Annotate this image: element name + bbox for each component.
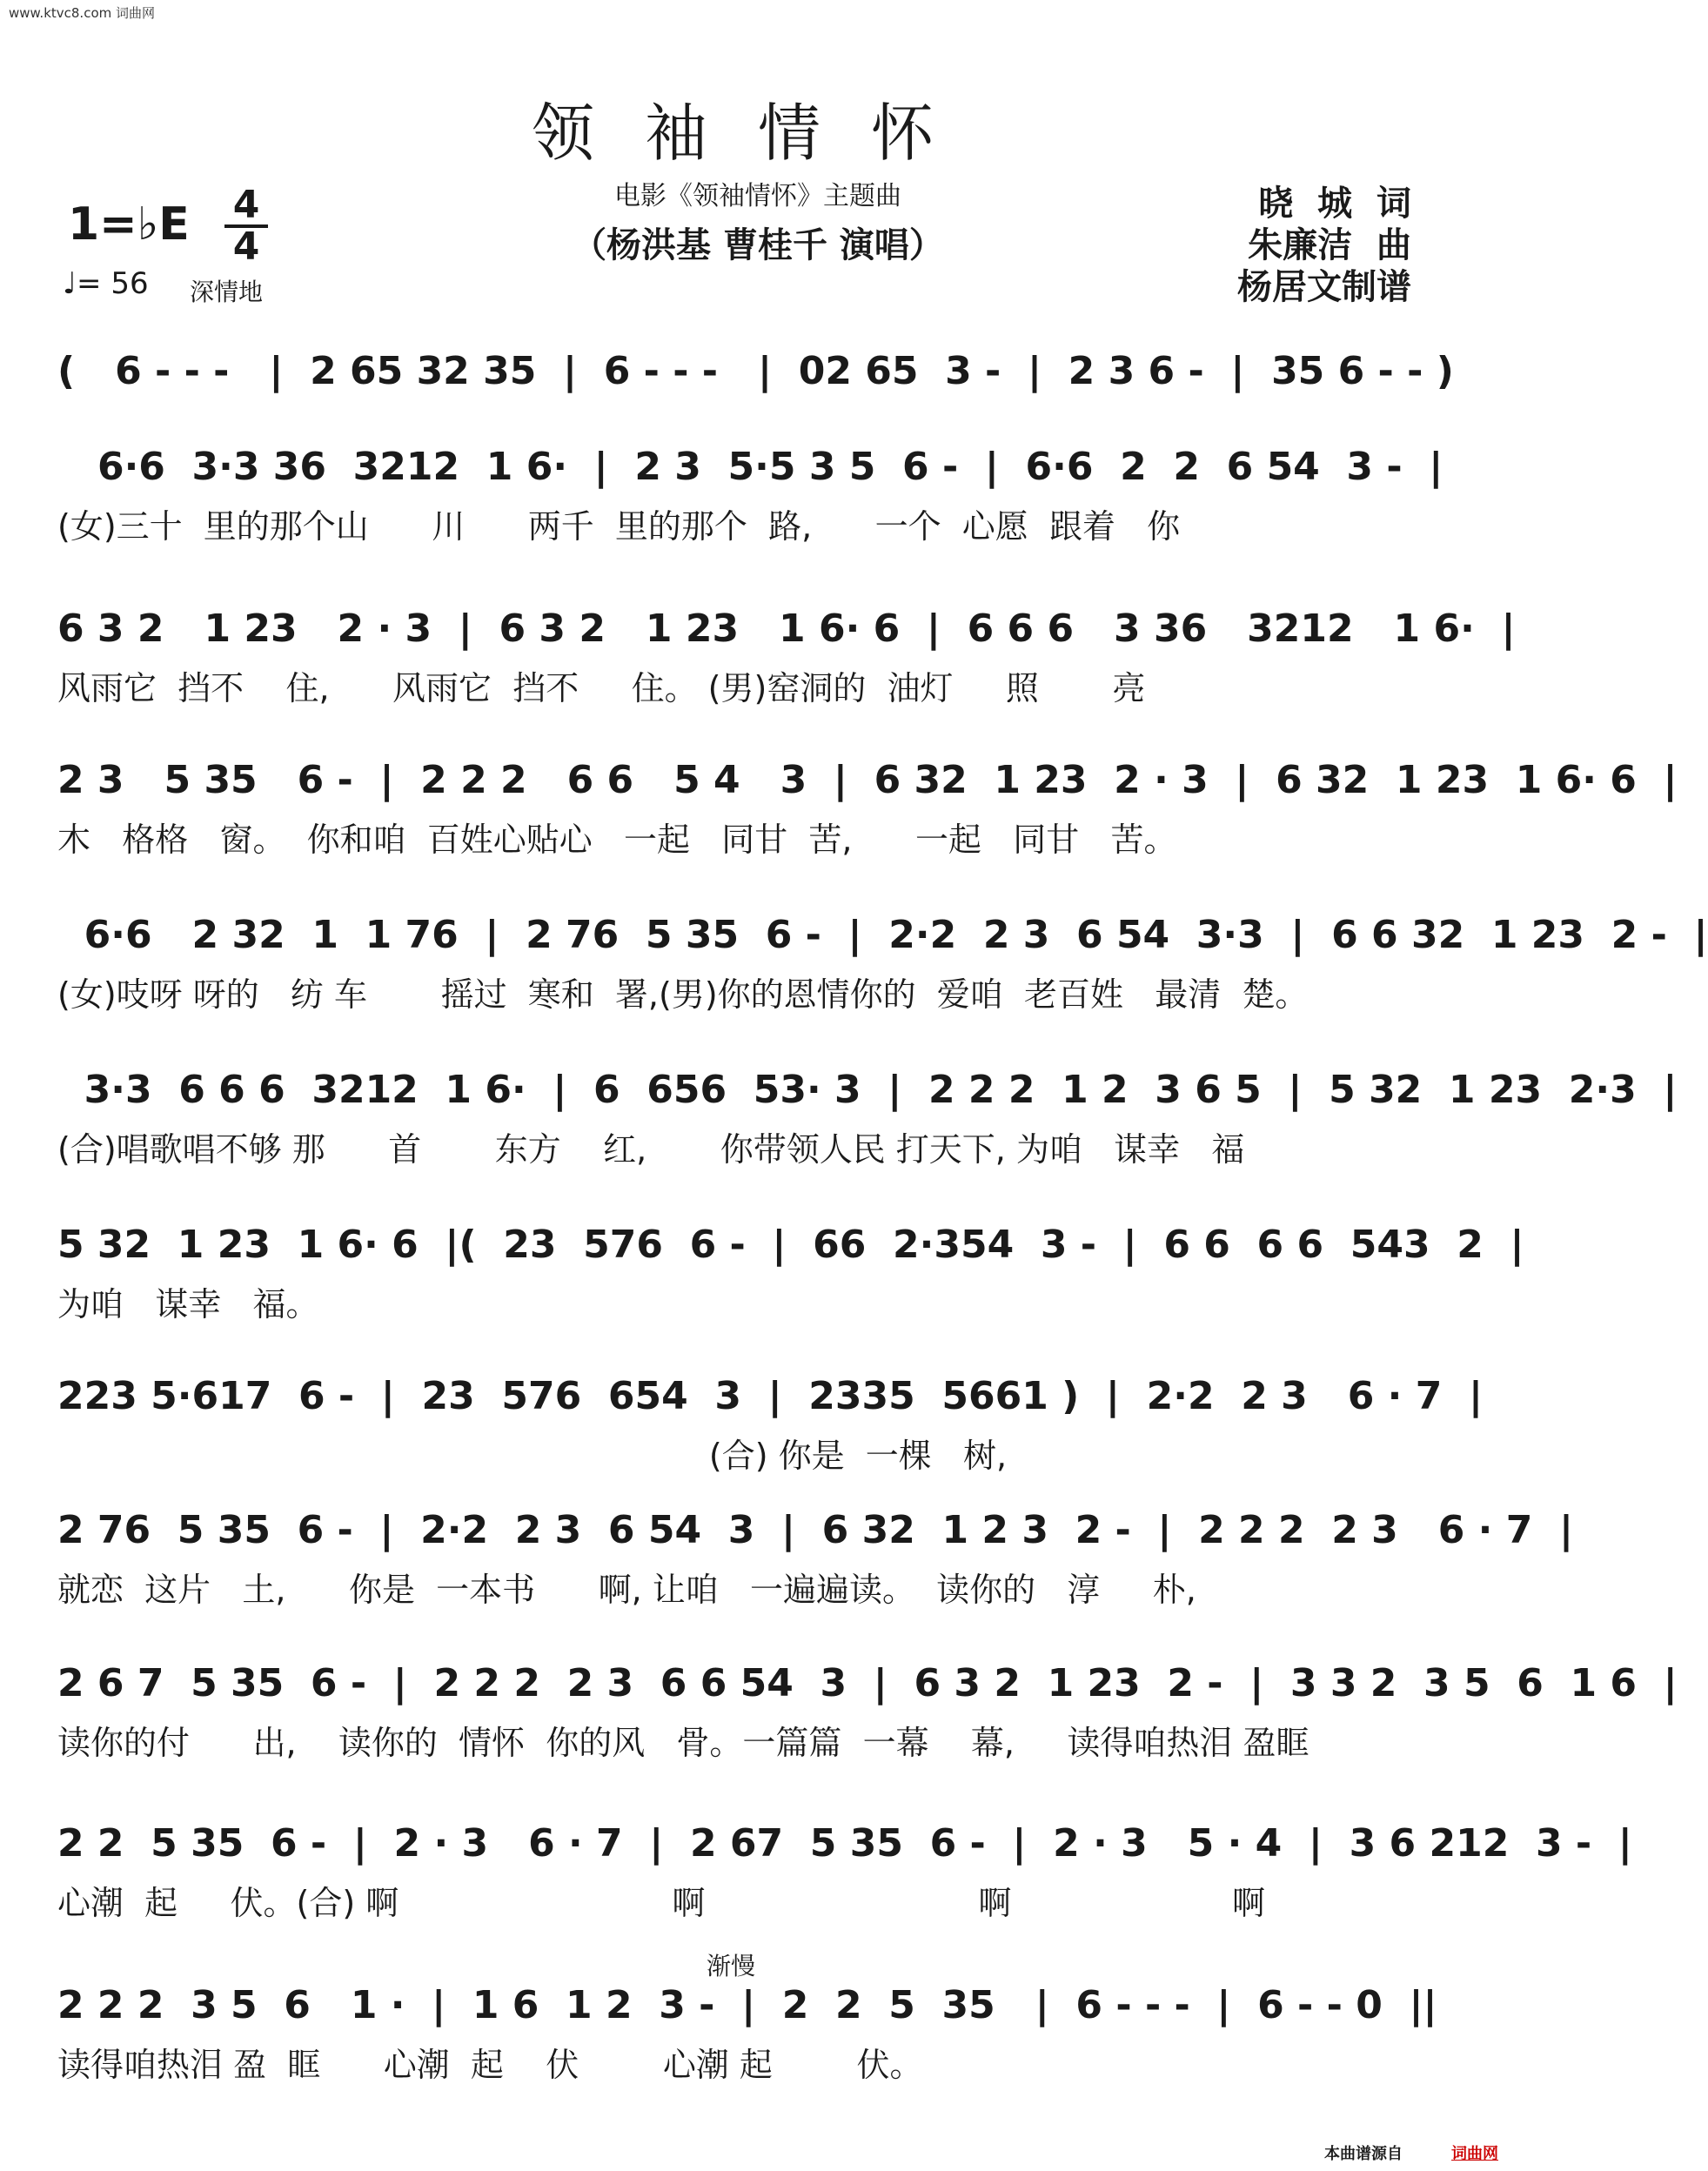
- song-title: 领袖情怀: [531, 97, 984, 170]
- notation-line: 5 32 1 23 1 6· 6 |( 23 576 6 - | 66 2·354 3 - | 6 6 6 6 543 2 |: [57, 1223, 1524, 1267]
- tempo-marking: ♩= 56: [63, 266, 149, 301]
- time-signature-top: 4: [232, 183, 260, 227]
- time-signature-bottom: 4: [224, 224, 268, 266]
- notation-line: 6·6 2 32 1 1 76 | 2 76 5 35 6 - | 2·2 2 3 6 54 3·3 | 6 6 32 1 23 2 - |: [57, 913, 1708, 957]
- footer-source-text: 本曲谱源自: [1324, 2145, 1403, 2163]
- lyrics-line: 读你的付 出, 读你的 情怀 你的风 骨。一篇篇 一幕 幕, 读得咱热泪 盈眶: [57, 1724, 1309, 1762]
- footer-site-link[interactable]: 词曲网: [1451, 2145, 1498, 2163]
- credits: [1237, 183, 1411, 308]
- tempo-change-marking: 渐慢: [707, 1952, 756, 1980]
- lyrics-line: 风雨它 挡不 住, 风雨它 挡不 住。 (男)窑洞的 油灯 照 亮: [57, 669, 1146, 707]
- notation-line: 6 3 2 1 23 2 · 3 | 6 3 2 1 23 1 6· 6 | 6 6 6 3 36 3212 1 6· |: [57, 606, 1516, 651]
- time-signature: [224, 183, 268, 269]
- notation-line: 6·6 3·3 36 3212 1 6· | 2 3 5·5 3 5 6 - | 6·6 2 2 6 54 3 - |: [57, 445, 1443, 489]
- notation-line: 2 6 7 5 35 6 - | 2 2 2 2 3 6 6 54 3 | 6 3 2 1 23 2 - | 3 3 2 3 5 6 1 6 |: [57, 1661, 1678, 1705]
- credit-transcriber: 杨居文制谱: [1237, 266, 1411, 307]
- notation-line: 2 2 2 3 5 6 1 · | 1 6 1 2 3 - | 2 2 5 35 | 6 - - - | 6 - - 0 ||: [57, 1983, 1437, 2027]
- site-url: www.ktvc8.com 词曲网: [9, 5, 156, 21]
- notation-line: 223 5·617 6 - | 23 576 654 3 | 2335 5661 ) | 2·2 2 3 6 · 7 |: [57, 1374, 1484, 1418]
- credit-lyricist: 晓 城 词: [1258, 183, 1411, 224]
- notation-line: 2 3 5 35 6 - | 2 2 2 6 6 5 4 3 | 6 32 1 23 2 · 3 | 6 32 1 23 1 6· 6 |: [57, 758, 1678, 802]
- lyrics-line: (女)三十 里的那个山 川 两千 里的那个 路, 一个 心愿 跟着 你: [57, 507, 1181, 546]
- mood-marking: 深情地: [190, 278, 264, 306]
- lyrics-line: (合) 你是 一棵 树,: [57, 1437, 1008, 1475]
- singers: （杨洪基 曹桂千 演唱）: [572, 224, 944, 265]
- lyrics-line: (女)吱呀 呀的 纺 车 摇过 寒和 署,(男)你的恩情你的 爱咱 老百姓 最清 楚。: [57, 975, 1309, 1014]
- notation-line: ( 6 - - - | 2 65 32 35 | 6 - - - | 02 65 3 - | 2 3 6 - | 35 6 - - ): [57, 349, 1454, 393]
- notation-line: 2 2 5 35 6 - | 2 · 3 6 · 7 | 2 67 5 35 6 - | 2 · 3 5 · 4 | 3 6 212 3 - |: [57, 1821, 1632, 1866]
- lyrics-line: (合)唱歌唱不够 那 首 东方 红, 你带领人民 打天下, 为咱 谋幸 福: [57, 1130, 1245, 1169]
- lyrics-line: 心潮 起 伏。(合) 啊 啊 啊 啊: [57, 1884, 1266, 1922]
- key-signature: 1=♭E: [68, 198, 190, 251]
- credit-composer: 朱廉洁 曲: [1248, 224, 1411, 265]
- lyrics-line: 读得咱热泪 盈 眶 心潮 起 伏 心潮 起 伏。: [57, 2046, 923, 2084]
- song-subtitle: 电影《领袖情怀》主题曲: [614, 181, 901, 211]
- notation-line: 3·3 6 6 6 3212 1 6· | 6 656 53· 3 | 2 2 2 1 2 3 6 5 | 5 32 1 23 2·3 |: [57, 1068, 1678, 1112]
- notation-line: 2 76 5 35 6 - | 2·2 2 3 6 54 3 | 6 32 1 2 3 2 - | 2 2 2 2 3 6 · 7 |: [57, 1508, 1574, 1552]
- lyrics-line: 木 格格 窗。 你和咱 百姓心贴心 一起 同甘 苦, 一起 同甘 苦。: [57, 821, 1177, 859]
- lyrics-line: 为咱 谋幸 福。: [57, 1285, 319, 1323]
- lyrics-line: 就恋 这片 土, 你是 一本书 啊, 让咱 一遍遍读。 读你的 淳 朴,: [57, 1571, 1196, 1609]
